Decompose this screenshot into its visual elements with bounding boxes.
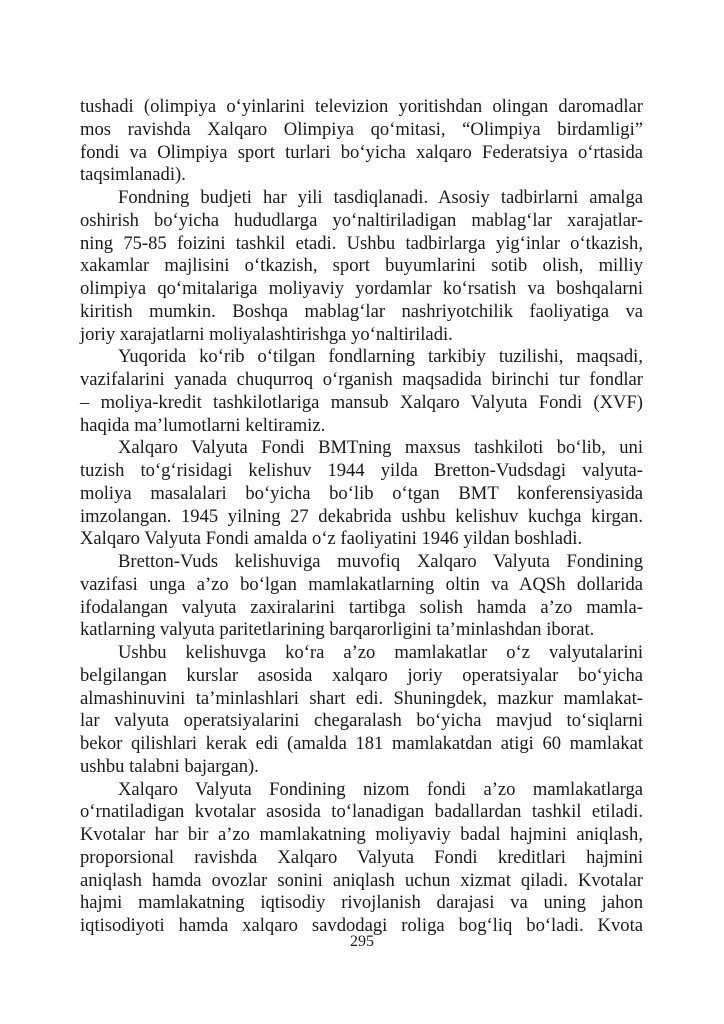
text-line: ifodalangan valyuta zaxiralarini tartibga solish hamda a’zo mamla- — [80, 596, 643, 618]
paragraph — [80, 346, 643, 437]
paragraph — [80, 779, 643, 938]
text-line: xakamlar majlisini o‘tkazish, sport buyumlarini sotib olish, milliy — [80, 255, 643, 277]
text-line: tuzish to‘g‘risidagi kelishuv 1944 yilda Bretton-Vudsdagi valyuta- — [80, 460, 643, 481]
text-line: vazifalarini yanada chuqurroq o‘rganish maqsadida birinchi tur fondlar — [80, 369, 643, 390]
text-line: aniqlash hamda ovozlar sonini aniqlash uchun xizmat qiladi. Kvotalar — [80, 869, 643, 891]
text-line: fondi va Olimpiya sport turlari bo‘yicha xalqaro Federatsiya o‘rtasida — [80, 141, 643, 163]
text-line: Ushbu kelishuvga ko‘ra a’zo mamlakatlar o‘z valyutalarini — [118, 642, 643, 663]
text-line: hajmi mamlakatning iqtisodiy rivojlanish darajasi va uning jahon — [80, 892, 643, 914]
text-line: haqida ma’lumotlarni keltiramiz. — [80, 414, 326, 436]
document-body — [80, 96, 643, 938]
text-line: moliya masalalari bo‘yicha bo‘lib o‘tgan BMT konferensiyasida — [80, 482, 643, 504]
text-line: – moliya-kredit tashkilotlariga mansub Xalqaro Valyuta Fondi (XVF) — [80, 391, 643, 413]
text-line: almashinuvini ta’minlashlari shart edi. Shuningdek, mazkur mamlakat- — [80, 687, 643, 709]
page-number: 295 — [350, 933, 374, 950]
text-line: katlarning valyuta paritetlarining barqarorligini ta’minlashdan iborat. — [80, 619, 595, 641]
text-line: Xalqaro Valyuta Fondi BMTning maxsus tashkiloti bo‘lib, uni — [118, 437, 643, 459]
text-line: Xalqaro Valyuta Fondining nizom fondi a’zo mamlakatlarga — [118, 778, 643, 800]
paragraph — [80, 642, 643, 779]
text-line: imzolangan. 1945 yilning 27 dekabrida ushbu kelishuv kuchga kirgan. — [80, 505, 643, 527]
text-line: mos ravishda Xalqaro Olimpiya qo‘mitasi, “Olimpiya birdamligi” — [80, 118, 643, 140]
text-line: Yuqorida ko‘rib o‘tilgan fondlarning tarkibiy tuzilishi, maqsadi, — [118, 346, 643, 368]
text-line: tushadi (olimpiya o‘yinlarini televizion yoritishdan olingan daromadlar — [80, 96, 643, 117]
paragraph — [80, 96, 643, 187]
paragraph — [80, 187, 643, 346]
text-line: lar valyuta operatsiyalarini chegaralash bo‘yicha mavjud to‘siqlarni — [80, 710, 643, 732]
text-line: proporsional ravishda Xalqaro Valyuta Fondi kreditlari hajmini — [80, 846, 643, 868]
text-line: Xalqaro Valyuta Fondi amalda o‘z faoliyatini 1946 yildan boshladi. — [80, 528, 583, 550]
text-line: belgilangan kurslar asosida xalqaro joriy operatsiyalar bo‘yicha — [80, 664, 643, 686]
text-line: Kvotalar har bir a’zo mamlakatning moliyaviy badal hajmini aniqlash, — [80, 824, 643, 845]
text-line: Bretton-Vuds kelishuviga muvofiq Xalqaro Valyuta Fondining — [118, 551, 643, 572]
text-line: vazifasi unga a’zo bo‘lgan mamlakatlarning oltin va AQSh dollarida — [80, 573, 643, 595]
text-line: joriy xarajatlarni moliyalashtirishga yo‘naltiriladi. — [80, 323, 453, 345]
text-line: ning 75-85 foizini tashkil etadi. Ushbu tadbirlarga yig‘inlar o‘tkazish, — [80, 232, 643, 254]
paragraph — [80, 551, 643, 642]
text-line: olimpiya qo‘mitalariga moliyaviy yordamlar ko‘rsatish va boshqalarni — [80, 278, 643, 299]
text-line: iqtisodiyoti hamda xalqaro savdodagi roliga bog‘liq bo‘ladi. Kvota — [80, 915, 643, 936]
text-line: o‘rnatiladigan kvotalar asosida to‘lanadigan badallardan tashkil etiladi. — [80, 801, 643, 823]
paragraph — [80, 437, 643, 551]
text-line: oshirish bo‘yicha hududlarga yo‘naltiriladigan mablag‘lar xarajatlar- — [80, 209, 643, 231]
text-line: taqsimlanadi). — [80, 164, 186, 186]
text-line: ushbu talabni bajargan). — [80, 755, 259, 777]
text-line: bekor qilishlari kerak edi (amalda 181 mamlakatdan atigi 60 mamlakat — [80, 733, 643, 754]
text-line: kiritish mumkin. Boshqa mablag‘lar nashriyotchilik faoliyatiga va — [80, 300, 643, 322]
text-line: Fondning budjeti har yili tasdiqlanadi. Asosiy tadbirlarni amalga — [118, 187, 643, 208]
